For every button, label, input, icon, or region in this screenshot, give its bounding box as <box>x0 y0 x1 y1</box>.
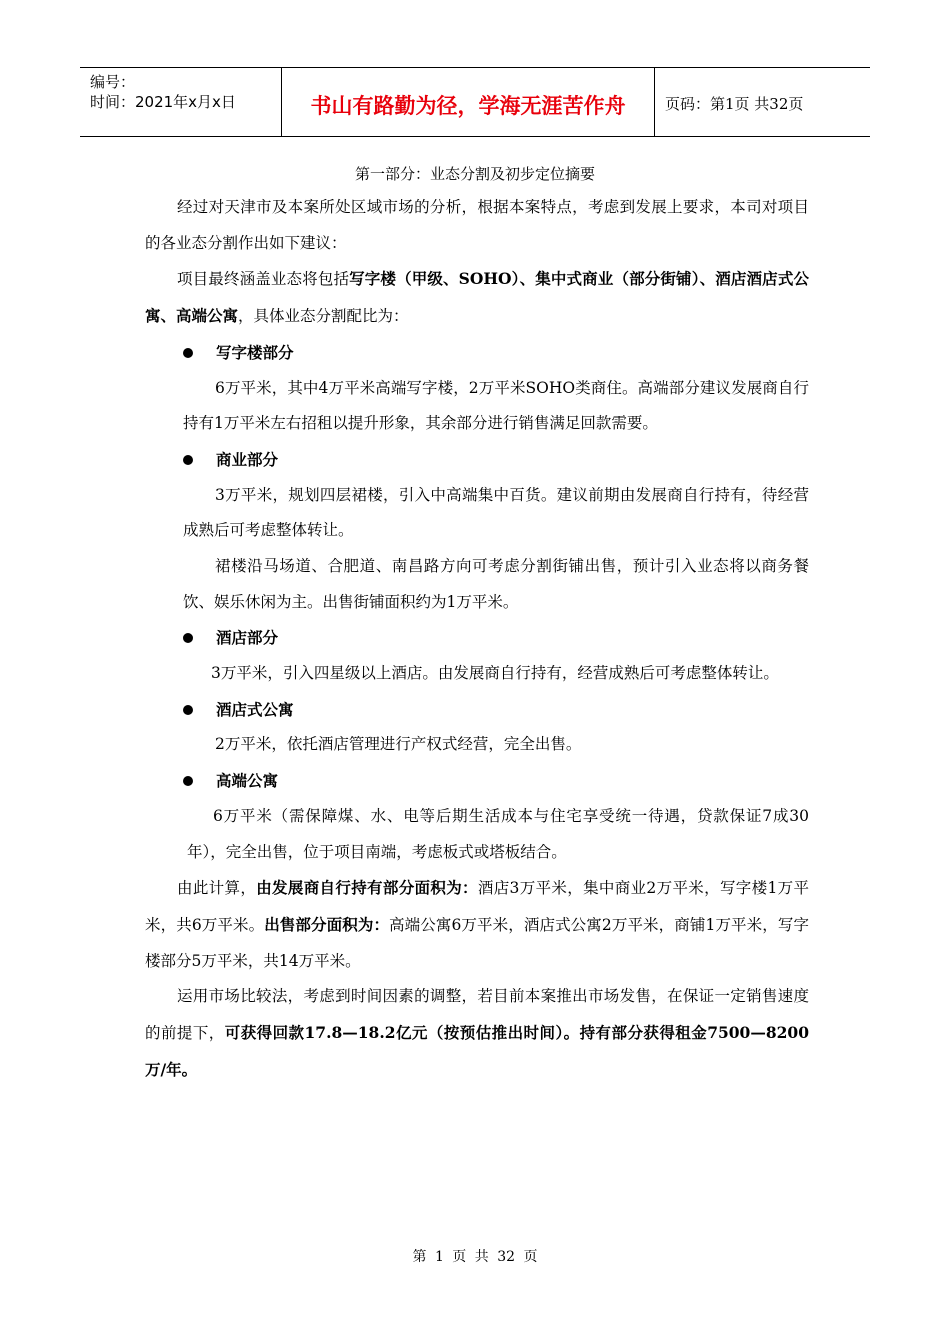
bullet-icon <box>183 455 193 465</box>
section-commercial <box>145 442 809 621</box>
section-title-serviced-apartment: 酒店式公寓 <box>216 699 294 719</box>
document-number-label: 编号： <box>90 73 136 91</box>
section-title-luxury-apartment: 高端公寓 <box>216 771 279 791</box>
page-header <box>80 67 870 137</box>
section-luxury-apartment <box>145 763 809 870</box>
header-motto: 书山有路勤为径，学海无涯苦作舟 <box>282 68 655 136</box>
document-date: 时间：2021年x月x日 <box>90 93 236 111</box>
section-title-hotel: 酒店部分 <box>216 628 279 648</box>
section-hotel <box>145 620 809 691</box>
page-footer: 第 1 页 共 32 页 <box>412 1249 538 1265</box>
document-body <box>145 190 809 1089</box>
header-page-info: 页码：第1页 共32页 <box>665 94 804 113</box>
section-commercial-text-2: 裙楼沿马场道、合肥道、南昌路方向可考虑分割街铺出售，预计引入业态将以商务餐饮、娱乐休闲为主。出售街铺面积约为1万平米。 <box>183 557 809 611</box>
intro-paragraph: 经过对天津市及本案所处区域市场的分析，根据本案特点，考虑到发展上要求，本司对项目的各业态分割作出如下建议： <box>145 198 809 252</box>
bullet-icon <box>183 705 193 715</box>
section-luxury-apartment-text: 6万平米（需保障煤、水、电等后期生活成本与住宅享受统一待遇，贷款保证7成30年），完全出售，位于项目南端，考虑板式或塔板结合。 <box>187 806 809 861</box>
formats-paragraph: 项目最终涵盖业态将包括写字楼（甲级、SOHO）、集中式商业（部分街铺）、酒店酒店式公寓、高端公寓，具体业态分割配比为： <box>145 269 809 326</box>
formats-bold: 写字楼（甲级、SOHO）、集中式商业（部分街铺）、酒店酒店式公寓、高端公寓 <box>145 269 809 326</box>
section-title-office: 写字楼部分 <box>216 342 294 362</box>
section-title: 第一部分：业态分割及初步定位摘要 <box>354 165 595 183</box>
section-office-text: 6万平米，其中4万平米高端写字楼，2万平米SOHO类商住。高端部分建议发展商自行持有1万平米左右招租以提升形象，其余部分进行销售满足回款需要。 <box>183 378 809 433</box>
section-serviced-apartment-text: 2万平米，依托酒店管理进行产权式经营，完全出售。 <box>215 735 582 754</box>
section-serviced-apartment <box>145 692 809 763</box>
bullet-icon <box>183 348 193 358</box>
market-paragraph: 运用市场比较法，考虑到时间因素的调整，若目前本案推出市场发售，在保证一定销售速度的前提下，可获得回款17.8—18.2亿元（按预估推出时间）。持有部分获得租金7500—8200万/年。 <box>145 987 809 1079</box>
section-office <box>145 335 809 442</box>
calculation-paragraph: 由此计算，由发展商自行持有部分面积为：酒店3万平米，集中商业2万平米，写字楼1万平米，共6万平米。出售部分面积为：高端公寓6万平米，酒店式公寓2万平米，商铺1万平米，写字楼部分5万平米，共14万平米。 <box>145 878 809 970</box>
bullet-icon <box>183 633 193 643</box>
section-title-commercial: 商业部分 <box>216 449 279 469</box>
section-hotel-text: 3万平米，引入四星级以上酒店。由发展商自行持有，经营成熟后可考虑整体转让。 <box>211 664 779 683</box>
header-meta <box>80 68 282 136</box>
section-commercial-text-1: 3万平米，规划四层裙楼，引入中高端集中百货。建议前期由发展商自行持有，待经营成熟后可考虑整体转让。 <box>183 485 809 540</box>
bullet-icon <box>183 776 193 786</box>
